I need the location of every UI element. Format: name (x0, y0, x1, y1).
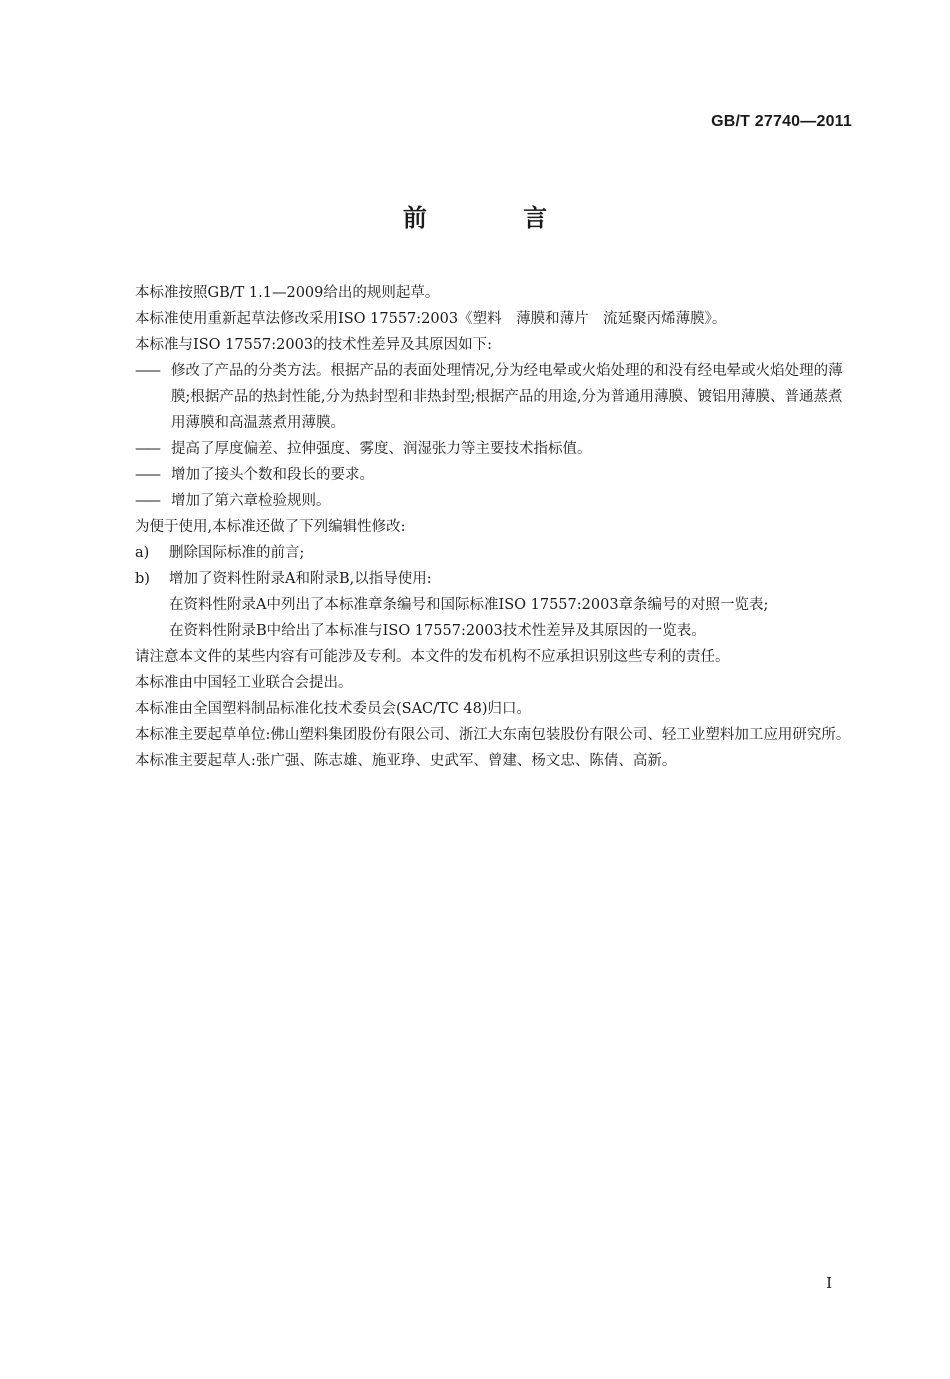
page-number: I (826, 1274, 832, 1292)
dash-mark: —— (135, 363, 158, 379)
difference-item (135, 462, 855, 488)
editorial-item-a (135, 540, 855, 566)
annex-a-note: 在资料性附录A中列出了本标准章条编号和国际标准ISO 17557:2003章条编号的对照一览表; (169, 597, 769, 613)
foreword-body (135, 280, 855, 774)
paragraph-adoption: 本标准使用重新起草法修改采用ISO 17557:2003《塑料 薄膜和薄片 流延聚丙烯薄膜》。 (135, 311, 727, 327)
paragraph-drafting-rules: 本标准按照GB/T 1.1—2009给出的规则起草。 (135, 285, 440, 301)
difference-text: 增加了接头个数和段长的要求。 (171, 467, 374, 483)
dash-mark: —— (135, 441, 158, 457)
dash-mark: —— (135, 493, 158, 509)
annex-b-note: 在资料性附录B中给出了本标准与ISO 17557:2003技术性差异及其原因的一览表。 (169, 623, 706, 639)
item-text: 删除国际标准的前言; (169, 545, 305, 561)
difference-item (135, 488, 855, 514)
paragraph-committee: 本标准由全国塑料制品标准化技术委员会(SAC/TC 48)归口。 (135, 701, 532, 717)
difference-item (135, 358, 855, 436)
paragraph-drafters: 本标准主要起草人:张广强、陈志雄、施亚琤、史武军、曾建、杨文忠、陈倩、高新。 (135, 753, 677, 769)
difference-text: 增加了第六章检验规则。 (171, 493, 331, 509)
paragraph-differences-intro: 本标准与ISO 17557:2003的技术性差异及其原因如下: (135, 337, 492, 353)
item-label: b) (135, 571, 150, 587)
paragraph-drafting-units: 本标准主要起草单位:佛山塑料集团股份有限公司、浙江大东南包装股份有限公司、轻工业塑料加工应用研究所。 (135, 727, 851, 743)
dash-mark: —— (135, 467, 158, 483)
item-text: 增加了资料性附录A和附录B,以指导使用: (169, 571, 432, 587)
paragraph-proposer: 本标准由中国轻工业联合会提出。 (135, 675, 353, 691)
editorial-item-b (135, 566, 855, 592)
difference-item (135, 436, 855, 462)
difference-text: 修改了产品的分类方法。根据产品的表面处理情况,分为经电晕或火焰处理的和没有经电晕或火焰处理的薄膜;根据产品的热封性能,分为热封型和非热封型;根据产品的用途,分为普通用薄膜、镀铝用薄膜、普通蒸煮用薄膜和高温蒸煮用薄膜。 (171, 363, 843, 431)
page-title: 前 言 (402, 204, 592, 232)
difference-text: 提高了厚度偏差、拉伸强度、雾度、润湿张力等主要技术指标值。 (171, 441, 592, 457)
paragraph-editorial-intro: 为便于使用,本标准还做了下列编辑性修改: (135, 519, 406, 535)
paragraph-patent-notice: 请注意本文件的某些内容有可能涉及专利。本文件的发布机构不应承担识别这些专利的责任。 (135, 649, 730, 665)
item-label: a) (135, 545, 150, 561)
standard-number: GB/T 27740—2011 (711, 113, 852, 130)
